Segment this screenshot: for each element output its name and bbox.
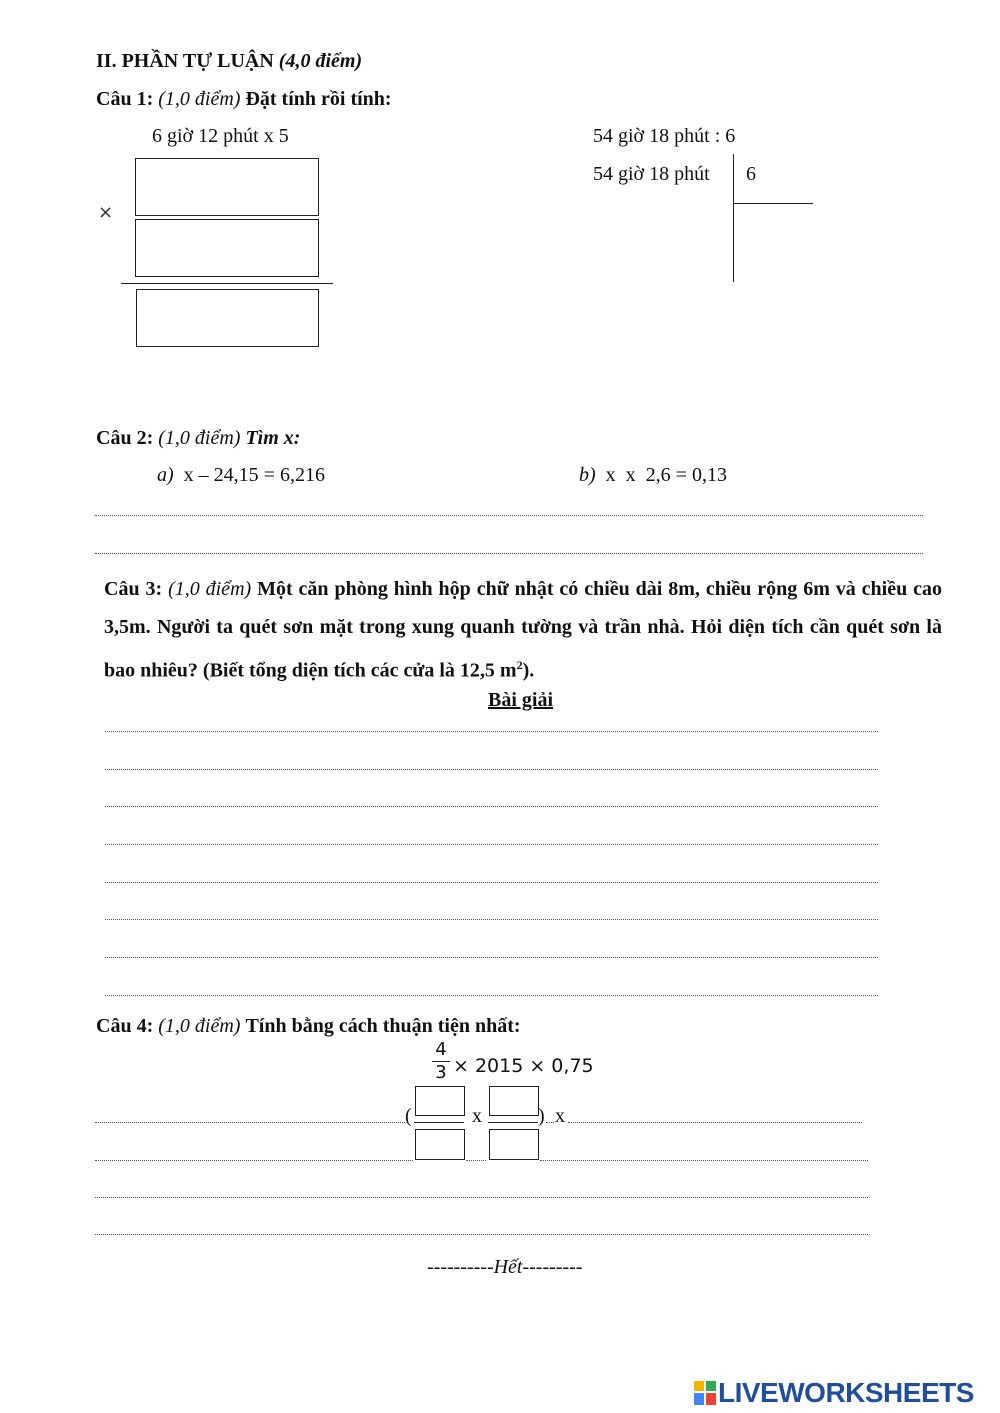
liveworksheets-logo-text: LIVEWORKSHEETS (718, 1377, 974, 1408)
times-sign-2: x (555, 1105, 565, 1127)
answer-line (546, 1122, 554, 1123)
answer-line[interactable] (105, 882, 878, 883)
long-division-dividend: 54 giờ 18 phút (593, 163, 710, 185)
q1-heading (96, 88, 392, 111)
q2b-expression (579, 464, 727, 487)
fraction2-denominator-box[interactable] (489, 1129, 539, 1160)
answer-line (466, 1160, 486, 1161)
q2-heading (96, 427, 300, 450)
q2-task: Tìm x: (245, 427, 301, 449)
answer-line[interactable] (105, 769, 878, 770)
q3-text-end: ). (522, 659, 535, 682)
answer-line[interactable] (95, 1122, 405, 1123)
answer-line[interactable] (105, 957, 878, 958)
section-points: (4,0 điểm) (278, 50, 363, 72)
multiplicand-input-box[interactable] (135, 158, 319, 216)
answer-line[interactable] (95, 553, 923, 554)
q4-task: Tính bằng cách thuận tiện nhất: (245, 1015, 521, 1037)
liveworksheets-logo (694, 1377, 974, 1412)
times-sign-1: x (472, 1105, 482, 1127)
q4-label: Câu 4: (96, 1015, 154, 1037)
end-marker: ----------Hết--------- (427, 1256, 583, 1278)
q3-points: (1,0 điểm) (168, 578, 252, 600)
answer-line[interactable] (105, 806, 878, 807)
liveworksheets-logo-icon (694, 1380, 716, 1412)
q1-points: (1,0 điểm) (158, 88, 241, 110)
multiply-sign: × (98, 202, 114, 223)
q2b-label: b) (579, 464, 596, 486)
solution-title: Bài giải (488, 689, 554, 711)
q2-points: (1,0 điểm) (158, 427, 241, 449)
section-heading (96, 50, 362, 73)
answer-line[interactable] (95, 515, 923, 516)
q4-heading (96, 1015, 521, 1038)
answer-line[interactable] (105, 844, 878, 845)
q1-left-expression: 6 giờ 12 phút x 5 (152, 125, 289, 147)
answer-line[interactable] (95, 1197, 868, 1198)
product-input-box[interactable] (136, 289, 319, 347)
q2a-expression (157, 464, 325, 487)
q1-task: Đặt tính rồi tính: (245, 88, 392, 110)
answer-line[interactable] (105, 919, 878, 920)
q2b-equation: x x 2,6 = 0,13 (605, 464, 727, 486)
answer-line[interactable] (105, 731, 878, 732)
answer-line[interactable] (95, 1160, 413, 1161)
fraction2-bar (488, 1122, 538, 1123)
fraction-numerator: 4 (435, 1039, 447, 1060)
q2a-label: a) (157, 464, 174, 486)
q4-points: (1,0 điểm) (158, 1015, 241, 1037)
q3-label: Câu 3: (104, 578, 163, 600)
long-division-divisor: 6 (746, 163, 756, 185)
fraction1-bar (414, 1122, 464, 1123)
answer-line[interactable] (540, 1160, 868, 1161)
q3-superscript: 2 (516, 658, 523, 672)
product-divider-line (121, 283, 333, 284)
division-horizontal-line (733, 203, 813, 204)
section-title: II. PHẦN TỰ LUẬN (96, 50, 274, 72)
answer-line[interactable] (568, 1122, 862, 1123)
q1-label: Câu 1: (96, 88, 154, 110)
fraction-four-thirds (432, 1040, 450, 1083)
fraction1-denominator-box[interactable] (415, 1129, 465, 1160)
fraction2-numerator-box[interactable] (489, 1086, 539, 1116)
division-vertical-line (733, 154, 734, 282)
close-paren: ) (538, 1105, 545, 1127)
q2-label: Câu 2: (96, 427, 154, 449)
answer-line[interactable] (105, 995, 878, 996)
q4-expression-rest: × 2015 × 0,75 (453, 1055, 594, 1077)
answer-line[interactable] (95, 1234, 868, 1235)
q2a-equation: x – 24,15 = 6,216 (183, 464, 325, 486)
fraction1-numerator-box[interactable] (415, 1086, 465, 1116)
fraction-denominator: 3 (435, 1062, 447, 1083)
q1-right-expression: 54 giờ 18 phút : 6 (593, 125, 736, 147)
q3-paragraph (104, 570, 942, 690)
q3-text: Một căn phòng hình hộp chữ nhật có chiều dài 8m, chiều rộng 6m và chiều cao 3,5m. Người ta quét sơn mặt trong xung quanh tường và trần nhà. Hỏi diện tích cần quét sơn là bao nhiêu? (Biết tổng diện tích các cửa là 12,5 m (104, 578, 943, 682)
open-paren: ( (405, 1105, 412, 1127)
multiplier-input-box[interactable] (135, 219, 319, 277)
